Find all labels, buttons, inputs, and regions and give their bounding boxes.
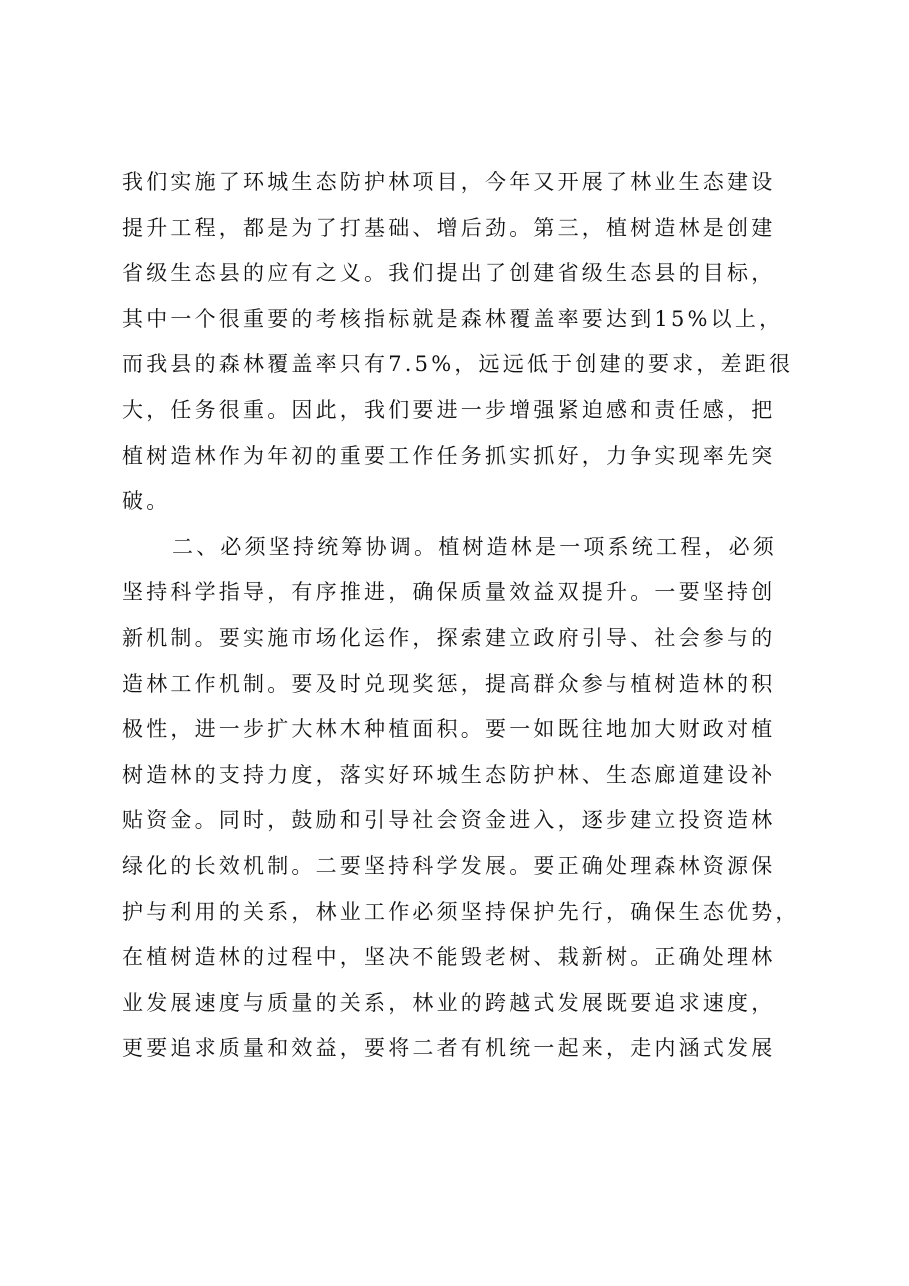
text-line: 业发展速度与质量的关系，林业的跨越式发展既要追求速度，	[122, 990, 776, 1015]
text-line: 绿化的长效机制。二要坚持科学发展。要正确处理森林资源保	[122, 853, 776, 878]
body-text	[122, 160, 812, 1072]
text-line: 护与利用的关系，林业工作必须坚持保护先行，确保生态优势，	[122, 899, 800, 924]
text-line: 新机制。要实施市场化运作，探索建立政府引导、社会参与的	[122, 625, 776, 650]
text-line: 省级生态县的应有之义。我们提出了创建省级生态县的目标，	[122, 261, 776, 286]
text-line: 破。	[122, 489, 171, 514]
text-line: 我们实施了环城生态防护林项目，今年又开展了林业生态建设	[122, 170, 776, 194]
text-line: 其中一个很重要的考核指标就是森林覆盖率要达到15%以上，	[122, 306, 784, 331]
text-line: 极性，进一步扩大林木种植面积。要一如既往地加大财政对植	[122, 717, 776, 742]
text-line: 大，任务很重。因此，我们要进一步增强紧迫感和责任感，把	[122, 397, 776, 422]
paragraph-first-line: 二、必须坚持统筹协调。植树造林是一项系统工程，必须	[172, 534, 777, 559]
text-line: 而我县的森林覆盖率只有7.5%，远远低于创建的要求，差距很	[122, 352, 794, 377]
text-line: 造林工作机制。要及时兑现奖惩，提高群众参与植树造林的积	[122, 671, 776, 696]
text-line: 更要追求质量和效益，要将二者有机统一起来，走内涵式发展	[122, 1036, 776, 1061]
text-line: 树造林的支持力度，落实好环城生态防护林、生态廊道建设补	[122, 762, 776, 787]
text-line: 植树造林作为年初的重要工作任务抓实抓好，力争实现率先突	[122, 443, 776, 468]
text-line: 提升工程，都是为了打基础、增后劲。第三，植树造林是创建	[122, 215, 776, 240]
text-line: 坚持科学指导，有序推进，确保质量效益双提升。一要坚持创	[122, 580, 776, 605]
text-line: 在植树造林的过程中，坚决不能毁老树、栽新树。正确处理林	[122, 945, 776, 970]
text-line: 贴资金。同时，鼓励和引导社会资金进入，逐步建立投资造林	[122, 808, 776, 833]
